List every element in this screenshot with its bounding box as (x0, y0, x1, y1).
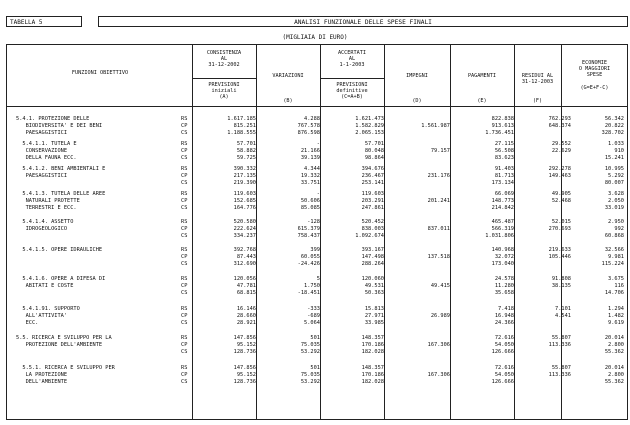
row-label: 5.4.1.6. OPERE A DIFESA DI (16, 276, 106, 282)
row-label: 5.5.1. RICERCA E SVILUPPO PER (16, 365, 115, 371)
row-label: 5.4.1.1. TUTELA E (16, 141, 77, 147)
cell-value: -24.426 (297, 261, 320, 267)
cell-value: 147.856 (233, 335, 256, 341)
cell-value: 520.452 (361, 219, 384, 225)
cell-value: 58.882 (236, 148, 256, 154)
cell-value: 4.288 (304, 116, 320, 122)
cell-value: 79.157 (430, 148, 450, 154)
cell-value: 393.167 (361, 247, 384, 253)
row-code: CP (181, 198, 188, 204)
cell-value: 98.864 (364, 155, 384, 161)
row-code: CS (181, 233, 188, 239)
header-subrule (192, 78, 256, 79)
cell-value: 399 (310, 247, 320, 253)
cell-value: 50.363 (364, 290, 384, 296)
cell-value: 328.702 (601, 130, 624, 136)
cell-value: 38.135 (551, 283, 571, 289)
cell-value: 1.617.185 (227, 116, 256, 122)
cell-value: 33.751 (300, 180, 320, 186)
cell-value: 75.035 (300, 342, 320, 348)
row-code: CS (181, 180, 188, 186)
cell-value: -333 (307, 306, 320, 312)
cell-value: 80.007 (604, 180, 624, 186)
cell-value: 222.624 (233, 226, 256, 232)
cell-value: 54.050 (494, 342, 514, 348)
cell-value: 7.418 (498, 306, 514, 312)
cell-value: 33.985 (364, 320, 384, 326)
cell-value: 53.292 (300, 349, 320, 355)
cell-value: 4.344 (304, 166, 320, 172)
cell-value: 164.776 (233, 205, 256, 211)
cell-value: 68.815 (236, 290, 256, 296)
header-residui: RESIDUI AL 31-12-2003 (F) (521, 73, 554, 104)
cell-value: 4.541 (555, 313, 571, 319)
row-code: CS (181, 205, 188, 211)
cell-value: 236.467 (361, 173, 384, 179)
cell-value: 95.152 (236, 372, 256, 378)
row-label: PAESAGGISTICI (16, 173, 68, 179)
row-label: ABITATI E COSTE (16, 283, 74, 289)
cell-value: 148.773 (491, 198, 514, 204)
cell-value: 20.822 (604, 123, 624, 129)
cell-value: 35.658 (494, 290, 514, 296)
header-impegni: IMPEGNI (D) (406, 73, 428, 104)
cell-value: 147.856 (233, 365, 256, 371)
cell-value: 55.807 (551, 335, 571, 341)
row-code: CS (181, 155, 188, 161)
cell-value: 16.948 (494, 313, 514, 319)
cell-value: 5.292 (608, 173, 624, 179)
cell-value: 126.666 (491, 349, 514, 355)
cell-value: 1.621.473 (355, 116, 384, 122)
cell-value: 75.035 (300, 372, 320, 378)
cell-value: 1.561.987 (421, 123, 450, 129)
cell-value: 19.332 (300, 173, 320, 179)
cell-value: 520.580 (233, 219, 256, 225)
cell-value: 113.336 (548, 342, 571, 348)
row-code: CP (181, 148, 188, 154)
cell-value: 49.531 (364, 283, 384, 289)
row-code: RS (181, 116, 188, 122)
row-code: RS (181, 191, 188, 197)
cell-value: 1.736.451 (485, 130, 514, 136)
cell-value: 24.578 (494, 276, 514, 282)
cell-value: 60.868 (604, 233, 624, 239)
cell-value: 203.291 (361, 198, 384, 204)
row-code: CP (181, 254, 188, 260)
table-tag: TABELLA 5 (6, 16, 82, 27)
cell-value: 105.446 (548, 254, 571, 260)
row-label: ALL'ATTIVITA' (16, 313, 68, 319)
row-label: PAESAGGISTICI (16, 130, 68, 136)
cell-value: 20.014 (604, 365, 624, 371)
header-subrule (320, 78, 384, 79)
row-label: DELLA FAUNA ECC. (16, 155, 77, 161)
row-label: ECC. (16, 320, 39, 326)
row-code: CS (181, 130, 188, 136)
cell-value: 115.224 (601, 261, 624, 267)
row-code: RS (181, 306, 188, 312)
cell-value: -18.451 (297, 290, 320, 296)
cell-value: 55.362 (604, 349, 624, 355)
cell-value: 1.294 (608, 306, 624, 312)
row-code: CP (181, 173, 188, 179)
row-label: LA PROTEZIONE (16, 372, 68, 378)
row-code: CP (181, 342, 188, 348)
header-consistenza: CONSISTENZA AL 31-12-2002 (206, 50, 242, 69)
cell-value: 1.482 (608, 313, 624, 319)
cell-value: 72.616 (494, 365, 514, 371)
cell-value: 838.003 (361, 226, 384, 232)
cell-value: 219.633 (548, 247, 571, 253)
cell-value: 2.800 (608, 342, 624, 348)
cell-value: 876.598 (297, 130, 320, 136)
row-code: CP (181, 313, 188, 319)
cell-value: 9.619 (608, 320, 624, 326)
cell-value: 2.050 (608, 198, 624, 204)
cell-value: 170.186 (361, 372, 384, 378)
header-previsioni-iniziali: PREVISIONI iniziali (A) (208, 82, 240, 101)
cell-value: 119.603 (233, 191, 256, 197)
cell-value: 392.768 (233, 247, 256, 253)
cell-value: 149.463 (548, 173, 571, 179)
cell-value: 14.706 (604, 290, 624, 296)
row-code: CS (181, 320, 188, 326)
cell-value: 126.666 (491, 379, 514, 385)
row-code: CS (181, 379, 188, 385)
row-label: CONSERVAZIONE (16, 148, 68, 154)
table-subtitle: (MIGLIAIA DI EURO) (282, 34, 348, 41)
row-label: BIODIVERSITA' E DEI BENI (16, 123, 103, 129)
cell-value: 56.508 (494, 148, 514, 154)
cell-value: 822.838 (491, 116, 514, 122)
header-funzioni: FUNZIONI OBIETTIVO (71, 70, 129, 76)
cell-value: 182.028 (361, 349, 384, 355)
row-label: NATURALI PROTETTE (16, 198, 80, 204)
cell-value: 167.306 (427, 342, 450, 348)
row-label: TERRESTRI E ECC. (16, 205, 77, 211)
row-code: RS (181, 335, 188, 341)
cell-value: 87.443 (236, 254, 256, 260)
cell-value: 312.690 (233, 261, 256, 267)
cell-value: 148.357 (361, 335, 384, 341)
header-economie: ECONOMIE O MAGGIORI SPESE (G=E+F-C) (578, 60, 611, 91)
row-code: CP (181, 123, 188, 129)
header-bottom-rule (6, 106, 628, 107)
cell-value: 2.800 (608, 372, 624, 378)
cell-value: 231.176 (427, 173, 450, 179)
cell-value: 217.135 (233, 173, 256, 179)
header-variazioni: VARIAZIONI (B) (272, 73, 304, 104)
cell-value: 148.357 (361, 365, 384, 371)
cell-value: 28.660 (236, 313, 256, 319)
cell-value: 81.713 (494, 173, 514, 179)
cell-value: 5 (316, 276, 320, 282)
row-label: 5.5. RICERCA E SVILUPPO PER LA (16, 335, 112, 341)
cell-value: 292.278 (548, 166, 571, 172)
cell-value: 55.362 (604, 379, 624, 385)
cell-value: 247.861 (361, 205, 384, 211)
cell-value: 3.628 (608, 191, 624, 197)
cell-value: 501 (310, 335, 320, 341)
cell-value: 120.060 (361, 276, 384, 282)
cell-value: 120.056 (233, 276, 256, 282)
cell-value: - (316, 191, 320, 197)
cell-value: 22.629 (551, 148, 571, 154)
cell-value: 39.139 (300, 155, 320, 161)
cell-value: 20.014 (604, 335, 624, 341)
cell-value: 57.701 (364, 141, 384, 147)
cell-value: 21.166 (300, 148, 320, 154)
row-label: 5.4.1.5. OPERE IDRAULICHE (16, 247, 103, 253)
cell-value: 16.146 (236, 306, 256, 312)
header-accertati: ACCERTATI AL 1-1-2003 (337, 50, 367, 69)
cell-value: 9.981 (608, 254, 624, 260)
cell-value: 615.379 (297, 226, 320, 232)
row-code: CS (181, 290, 188, 296)
row-code: RS (181, 365, 188, 371)
cell-value: 5.064 (304, 320, 320, 326)
cell-value: 910 (614, 148, 624, 154)
cell-value: 56.342 (604, 116, 624, 122)
cell-value: 288.264 (361, 261, 384, 267)
cell-value: 53.292 (300, 379, 320, 385)
cell-value: 140.968 (491, 247, 514, 253)
cell-value: 173.134 (491, 180, 514, 186)
cell-value: 116 (614, 283, 624, 289)
cell-value: 27.971 (364, 313, 384, 319)
row-label: PROTEZIONE DELL'AMBIENTE (16, 342, 103, 348)
cell-value: 49.905 (551, 191, 571, 197)
cell-value: 59.725 (236, 155, 256, 161)
cell-value: 119.603 (361, 191, 384, 197)
cell-value: 147.498 (361, 254, 384, 260)
cell-value: 128.736 (233, 379, 256, 385)
row-label: 5.4.1.91. SUPPORTO (16, 306, 80, 312)
row-label: 5.4.1.3. TUTELA DELLE AREE (16, 191, 106, 197)
cell-value: - (316, 141, 320, 147)
row-code: RS (181, 141, 188, 147)
cell-value: 33.019 (604, 205, 624, 211)
cell-value: -689 (307, 313, 320, 319)
cell-value: 95.152 (236, 342, 256, 348)
cell-value: 15.813 (364, 306, 384, 312)
cell-value: 152.685 (233, 198, 256, 204)
row-label: IDROGEOLOGICO (16, 226, 68, 232)
row-code: CP (181, 372, 188, 378)
cell-value: 2.950 (608, 219, 624, 225)
cell-value: 815.251 (233, 123, 256, 129)
cell-value: 1.750 (304, 283, 320, 289)
cell-value: 219.390 (233, 180, 256, 186)
cell-value: 26.989 (430, 313, 450, 319)
row-code: CS (181, 261, 188, 267)
cell-value: 28.921 (236, 320, 256, 326)
cell-value: 57.701 (236, 141, 256, 147)
cell-value: 49.415 (430, 283, 450, 289)
row-code: CP (181, 283, 188, 289)
cell-value: 80.048 (364, 148, 384, 154)
cell-value: 60.055 (300, 254, 320, 260)
cell-value: 55.807 (551, 365, 571, 371)
cell-value: 566.319 (491, 226, 514, 232)
cell-value: 390.332 (233, 166, 256, 172)
cell-value: 992 (614, 226, 624, 232)
row-label: 5.4.1. PROTEZIONE DELLE (16, 116, 90, 122)
table-title: ANALISI FUNZIONALE DELLE SPESE FINALI (98, 16, 628, 27)
cell-value: 7.101 (555, 306, 571, 312)
cell-value: 270.693 (548, 226, 571, 232)
cell-value: 32.072 (494, 254, 514, 260)
row-code: CS (181, 349, 188, 355)
row-code: RS (181, 219, 188, 225)
cell-value: 72.616 (494, 335, 514, 341)
cell-value: 27.115 (494, 141, 514, 147)
row-code: RS (181, 247, 188, 253)
cell-value: 113.336 (548, 372, 571, 378)
cell-value: 173.040 (491, 261, 514, 267)
cell-value: 394.676 (361, 166, 384, 172)
cell-value: 501 (310, 365, 320, 371)
cell-value: 2.065.153 (355, 130, 384, 136)
cell-value: 15.241 (604, 155, 624, 161)
cell-value: 11.280 (494, 283, 514, 289)
cell-value: 10.995 (604, 166, 624, 172)
header-previsioni-definitive: PREVISIONI definitive (C=A+B) (336, 82, 368, 101)
cell-value: 32.566 (604, 247, 624, 253)
cell-value: 1.092.674 (355, 233, 384, 239)
cell-value: 767.578 (297, 123, 320, 129)
row-label: 5.4.1.2. BENI AMBIENTALI E (16, 166, 106, 172)
cell-value: 465.487 (491, 219, 514, 225)
cell-value: 54.050 (494, 372, 514, 378)
cell-value: 52.468 (551, 198, 571, 204)
row-label: 5.4.1.4. ASSETTO (16, 219, 74, 225)
cell-value: 91.808 (551, 276, 571, 282)
cell-value: 128.736 (233, 349, 256, 355)
cell-value: 758.437 (297, 233, 320, 239)
cell-value: 201.241 (427, 198, 450, 204)
cell-value: 137.518 (427, 254, 450, 260)
cell-value: 91.403 (494, 166, 514, 172)
cell-value: 1.582.829 (355, 123, 384, 129)
cell-value: 214.842 (491, 205, 514, 211)
cell-value: 1.188.555 (227, 130, 256, 136)
cell-value: 83.623 (494, 155, 514, 161)
cell-value: 29.552 (551, 141, 571, 147)
cell-value: 913.613 (491, 123, 514, 129)
row-label: DELL'AMBIENTE (16, 379, 68, 385)
header-pagamenti: PAGAMENTI (E) (467, 73, 497, 104)
cell-value: 1.031.806 (485, 233, 514, 239)
cell-value: 66.069 (494, 191, 514, 197)
cell-value: 50.606 (300, 198, 320, 204)
cell-value: 253.141 (361, 180, 384, 186)
cell-value: 762.293 (548, 116, 571, 122)
cell-value: 52.015 (551, 219, 571, 225)
cell-value: -128 (307, 219, 320, 225)
cell-value: 837.011 (427, 226, 450, 232)
cell-value: 1.033 (608, 141, 624, 147)
row-code: CP (181, 226, 188, 232)
cell-value: 182.028 (361, 379, 384, 385)
cell-value: 167.306 (427, 372, 450, 378)
row-code: RS (181, 166, 188, 172)
cell-value: 47.781 (236, 283, 256, 289)
cell-value: 3.675 (608, 276, 624, 282)
cell-value: 85.085 (300, 205, 320, 211)
cell-value: 648.374 (548, 123, 571, 129)
cell-value: 24.366 (494, 320, 514, 326)
cell-value: 334.237 (233, 233, 256, 239)
cell-value: 170.186 (361, 342, 384, 348)
row-code: RS (181, 276, 188, 282)
